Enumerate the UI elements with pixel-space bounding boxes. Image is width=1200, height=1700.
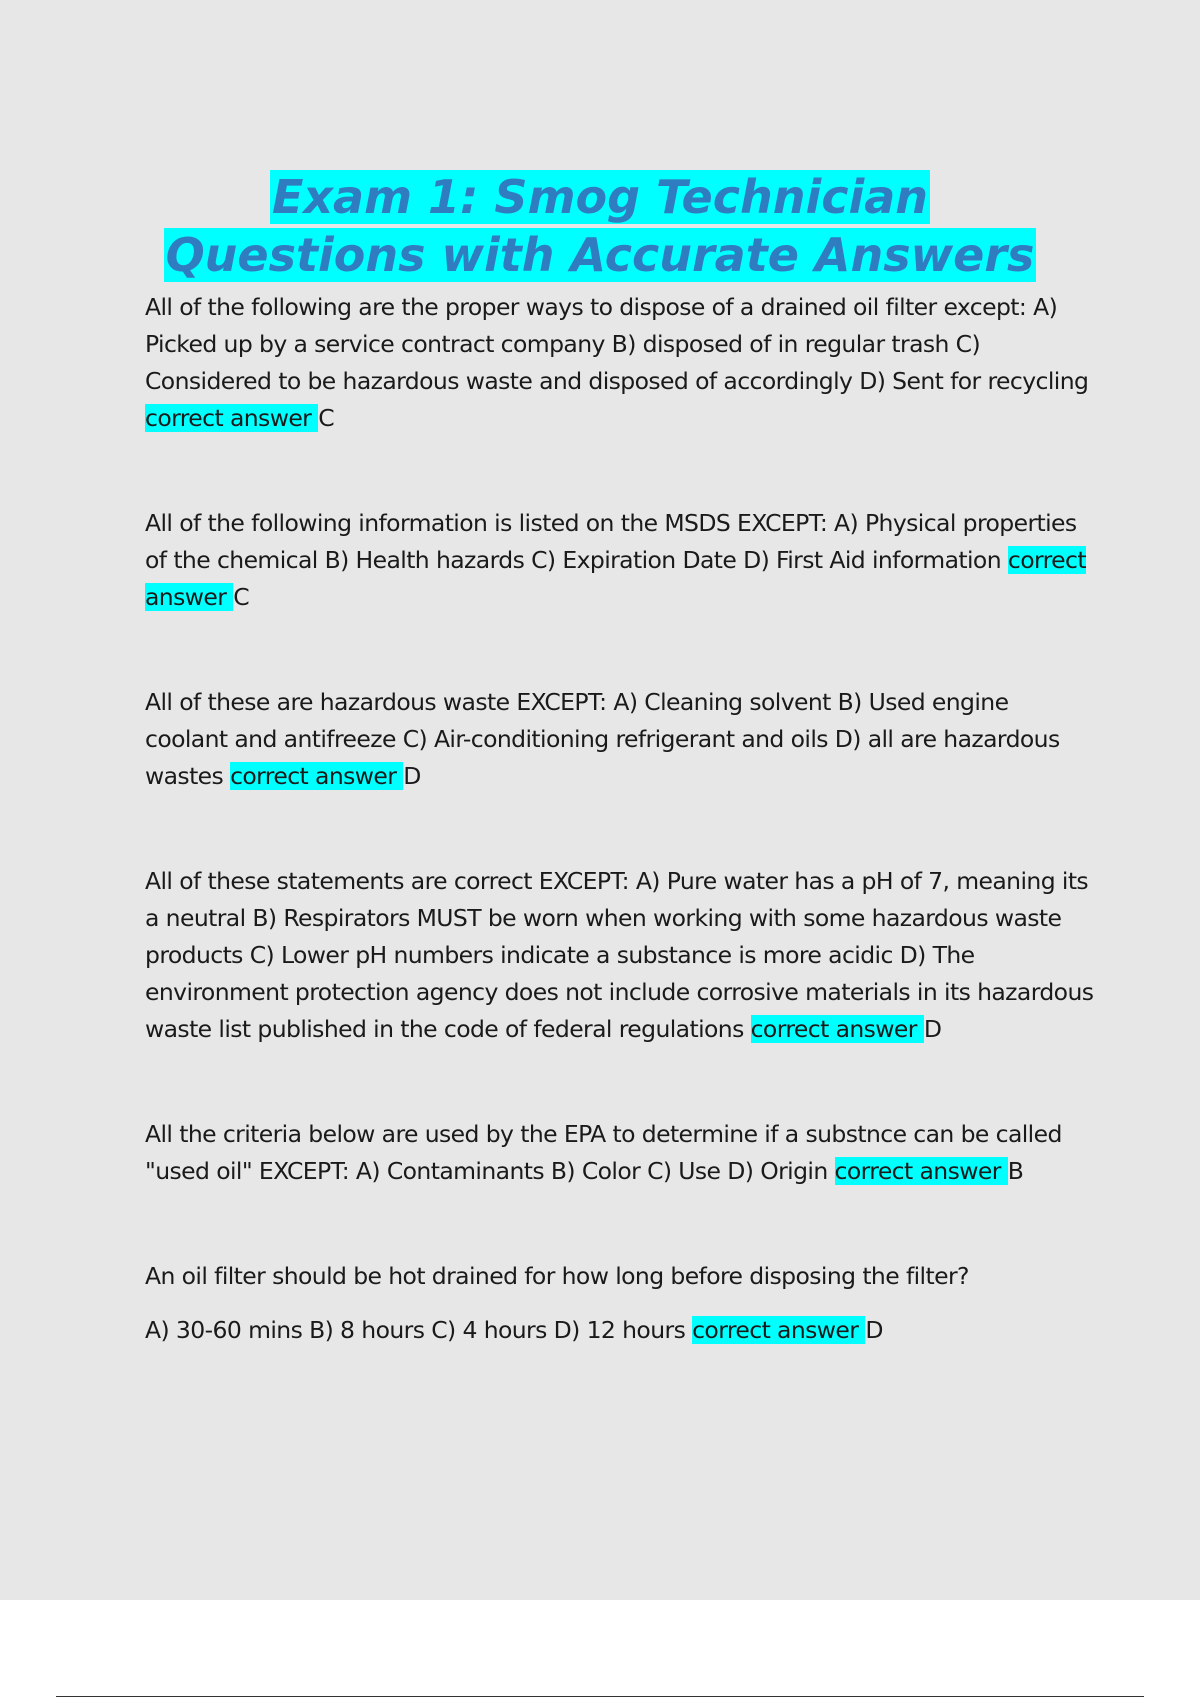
question-2 (145, 505, 1095, 616)
question-text: An oil filter should be hot drained for how long before disposing the filter? (145, 1262, 969, 1290)
question-3 (145, 684, 1095, 795)
answer-letter: D (923, 1015, 942, 1043)
answer-letter: C (318, 404, 335, 432)
question-text: All of these are hazardous waste EXCEPT: A) Cleaning solvent B) Used engine coolant and antifreeze C) Air-conditioning refrigerant and oils D) all are hazardous wastes (145, 688, 1060, 790)
correct-answer-label: correct answer (230, 762, 403, 790)
answer-letter: D (403, 762, 421, 790)
question-text: All of these statements are correct EXCEPT: A) Pure water has a pH of 7, meaning its a neutral B) Respirators MUST be worn when working with some hazardous waste products C) Lower pH numbers indicate a substance is more acidic D) The environment protection agency does not include corrosive materials in its hazardous waste list published in the code of federal regulations (145, 867, 1094, 1043)
title-line-1: Exam 1: Smog Technician (271, 170, 929, 224)
question-text: All of the following information is listed on the MSDS EXCEPT: A) Physical properties of the chemical B) Health hazards C) Expiration Date D) First Aid information (145, 509, 1077, 574)
question-list (145, 289, 1095, 1349)
answer-letter: C (233, 583, 250, 611)
correct-answer-label: correct answer (145, 546, 1086, 611)
question-options (145, 1312, 1095, 1349)
correct-answer-label: correct answer (145, 404, 318, 432)
document-title (0, 168, 1200, 284)
question-5 (145, 1116, 1095, 1190)
footer-divider (56, 1696, 1144, 1697)
title-line-2: Questions with Accurate Answers (165, 228, 1035, 282)
question-1 (145, 289, 1095, 437)
question-text: All the criteria below are used by the EPA to determine if a substnce can be called "used oil" EXCEPT: A) Contaminants B) Color C) Use D) Origin (145, 1120, 1062, 1185)
question-6 (145, 1258, 1095, 1349)
answer-letter: B (1007, 1157, 1024, 1185)
correct-answer-label: correct answer (835, 1157, 1008, 1185)
options-text: A) 30-60 mins B) 8 hours C) 4 hours D) 12 hours (145, 1316, 686, 1344)
answer-letter: D (865, 1316, 883, 1344)
question-4 (145, 863, 1095, 1048)
correct-answer-label: correct answer (751, 1015, 924, 1043)
correct-answer-label: correct answer (692, 1316, 865, 1344)
question-text: All of the following are the proper ways to dispose of a drained oil filter except: A) Picked up by a service contract company B) disposed of in regular trash C) Considered to be hazardous waste and disposed of accordingly D) Sent for recycling (145, 293, 1089, 395)
